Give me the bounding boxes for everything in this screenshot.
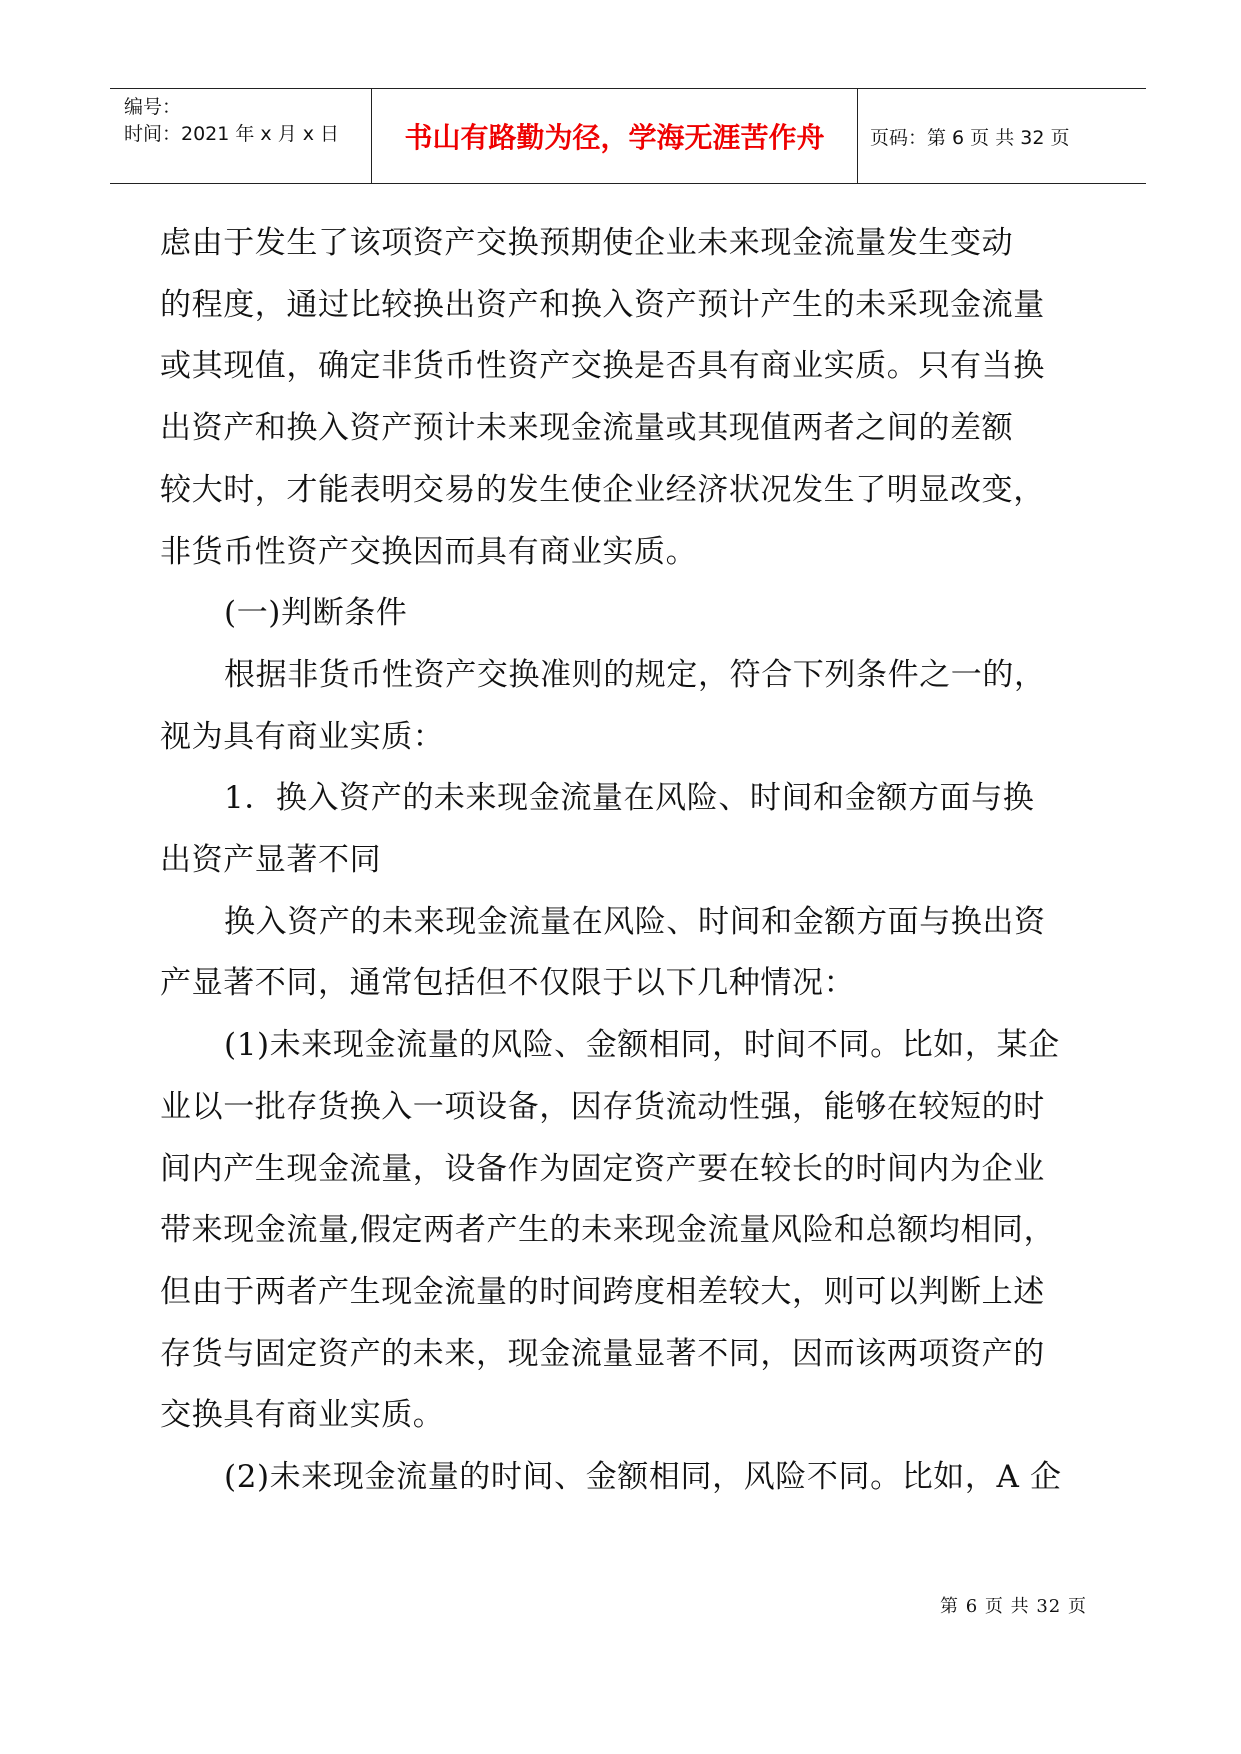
text-line: 的程度，通过比较换出资产和换入资产预计产生的未采现金流量: [160, 286, 1045, 323]
section-heading: (一)判断条件: [224, 595, 408, 632]
text-line: 视为具有商业实质：: [160, 718, 445, 755]
text-line: 业以一批存货换入一项设备，因存货流动性强，能够在较短的时: [160, 1088, 1045, 1125]
text-line: 1．换入资产的未来现金流量在风险、时间和金额方面与换: [224, 780, 1035, 817]
paragraph-6: [160, 1015, 1090, 1447]
paragraph-5: [160, 892, 1090, 1015]
text-line: 带来现金流量,假定两者产生的未来现金流量风险和总额均相同，: [160, 1212, 1056, 1249]
text-line: 根据非货币性资产交换准则的规定，符合下列条件之一的，: [224, 656, 1046, 693]
paragraph-1: [160, 213, 1090, 583]
text-line: 或其现值，确定非货币性资产交换是否具有商业实质。只有当换: [160, 348, 1045, 385]
text-line: 存货与固定资产的未来，现金流量显著不同，因而该两项资产的: [160, 1335, 1045, 1372]
document-body: [160, 213, 1090, 1509]
text-line: (2)未来现金流量的时间、金额相同，风险不同。比如，A 企: [224, 1459, 1062, 1496]
header-meta: [110, 89, 372, 183]
text-line: 但由于两者产生现金流量的时间跨度相差较大，则可以判断上述: [160, 1273, 1045, 1310]
text-line: 换入资产的未来现金流量在风险、时间和金额方面与换出资: [224, 903, 1046, 940]
text-line: (1)未来现金流量的风险、金额相同，时间不同。比如，某企: [224, 1027, 1060, 1064]
text-line: 间内产生现金流量，设备作为固定资产要在较长的时间内为企业: [160, 1150, 1045, 1187]
text-line: 交换具有商业实质。: [160, 1397, 445, 1434]
text-line: 产显著不同，通常包括但不仅限于以下几种情况：: [160, 965, 856, 1002]
document-number-label: 编号：: [124, 96, 182, 118]
text-line: 较大时，才能表明交易的发生使企业经济状况发生了明显改变，: [160, 471, 1045, 508]
text-line: 虑由于发生了该项资产交换预期使企业未来现金流量发生变动: [160, 225, 1014, 261]
document-header: [110, 88, 1146, 184]
header-motto: 书山有路勤为径，学海无涯苦作舟: [372, 89, 858, 183]
text-line: 非货币性资产交换因而具有商业实质。: [160, 533, 698, 570]
header-page-label: 页码：第 6 页 共 32 页: [870, 126, 1070, 149]
paragraph-3: [160, 645, 1090, 768]
paragraph-7: [160, 1447, 1090, 1509]
text-line: 出资产显著不同: [160, 842, 382, 879]
document-time-label: 时间：2021 年 x 月 x 日: [124, 123, 340, 145]
text-line: 出资产和换入资产预计未来现金流量或其现值两者之间的差额: [160, 410, 1014, 447]
paragraph-4: [160, 768, 1090, 891]
footer-page-number: 第 6 页 共 32 页: [940, 1596, 1087, 1617]
